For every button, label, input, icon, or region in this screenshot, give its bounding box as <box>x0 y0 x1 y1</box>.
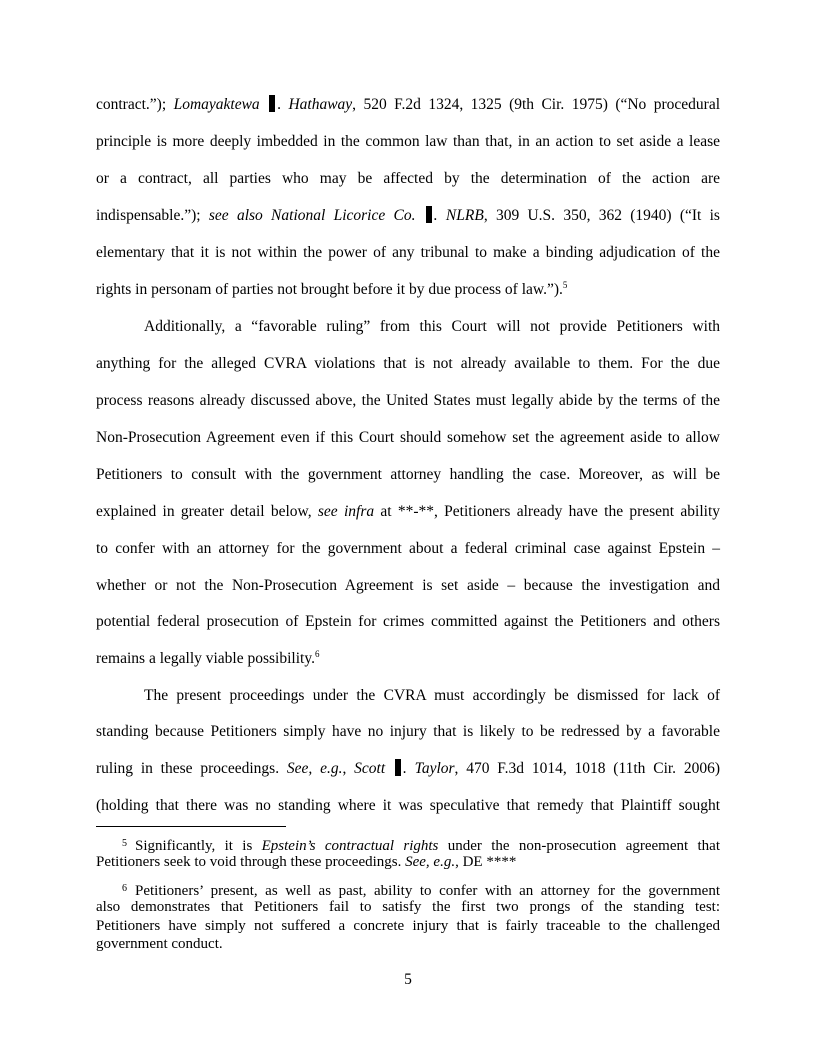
body-line: potential federal prosecution of Epstein for crimes committed against the Petitioners and others <box>96 613 720 630</box>
body-line: process reasons already discussed above, the United States must legally abide by the terms of the <box>96 392 720 409</box>
body-line: (holding that there was no standing where it was speculative that remedy that Plaintiff sought <box>96 797 720 814</box>
footnote-mark: 6 <box>122 883 127 894</box>
body-line: explained in greater detail below, see infra at **-**, Petitioners already have the present ability <box>96 503 720 520</box>
footnote-ref: 6 <box>314 649 320 659</box>
body-line: ruling in these proceedings. See, e.g., Scott . Taylor, 470 F.3d 1014, 1018 (11th Cir. 2006) <box>96 760 721 777</box>
body-line: The present proceedings under the CVRA must accordingly be dismissed for lack of <box>144 687 720 704</box>
case-name: Scott <box>354 760 386 777</box>
case-name: . Taylor <box>402 760 455 777</box>
body-line: contract.”); Lomayaktewa . Hathaway, 520 F.2d 1324, 1325 (9th Cir. 1975) (“No procedural <box>96 96 721 113</box>
body-line: anything for the alleged CVRA violations that is not already available to them. For the due <box>96 355 720 372</box>
footnote-6: $^6$ Petitioners’ present, as well as past, ability to confer with an attorney for the government <box>122 883 720 899</box>
footnote-mark: 5 <box>122 838 127 849</box>
body-line: to confer with an attorney for the government about a federal criminal case against Epstein – <box>96 540 720 557</box>
citation-signal: See, e.g. <box>286 760 343 777</box>
body-line: remains a legally viable possibility.$^6$ <box>96 649 320 667</box>
footnote-5: $^5$ Significantly, it is Epstein’s contractual rights under the non-prosecution agreement that <box>122 838 721 854</box>
body-line: Non-Prosecution Agreement even if this Court should somehow set the agreement aside to allow <box>96 429 720 446</box>
footnote-line: government conduct. <box>96 936 223 952</box>
body-line: whether or not the Non-Prosecution Agreement is set aside – because the investigation and <box>96 577 720 594</box>
body-line: Additionally, a “favorable ruling” from this Court will not provide Petitioners with <box>144 318 720 335</box>
body-line: elementary that it is not within the power of any tribunal to make a binding adjudication of the <box>96 244 720 261</box>
footnote-line: Petitioners seek to void through these proceedings. See, e.g., DE **** <box>96 854 517 870</box>
body-line: Petitioners to consult with the government attorney handling the case. Moreover, as will be <box>96 466 720 483</box>
footnote-separator <box>96 826 286 827</box>
footnote-line: also demonstrates that Petitioners fail to satisfy the first two prongs of the standing test: <box>96 899 720 915</box>
redaction-block <box>395 759 401 776</box>
redaction-block <box>269 95 275 112</box>
body-line: or a contract, all parties who may be affected by the determination of the action are <box>96 170 720 187</box>
footnote-line: Petitioners have simply not suffered a concrete injury that is fairly traceable to the challenged <box>96 918 720 934</box>
footnote-ref: 5 <box>562 280 568 290</box>
body-line: standing because Petitioners simply have no injury that is likely to be redressed by a favorable <box>96 723 720 740</box>
case-name: Lomayaktewa <box>173 96 260 113</box>
case-name: . NLRB <box>433 207 484 224</box>
citation-signal: see infra <box>317 503 375 520</box>
case-name: Hathaway <box>288 96 353 113</box>
case-name: see also National Licorice Co. <box>208 207 416 224</box>
body-line: principle is more deeply imbedded in the common law than that, in an action to set aside a lease <box>96 133 720 150</box>
body-line: indispensable.”); see also National Licorice Co. . NLRB, 309 U.S. 350, 362 (1940) (“It is <box>96 207 720 224</box>
page-number: 5 <box>404 971 412 988</box>
body-line: rights in personam of parties not brought before it by due process of law.”).$^5$ <box>96 280 568 298</box>
redaction-block <box>426 206 432 223</box>
